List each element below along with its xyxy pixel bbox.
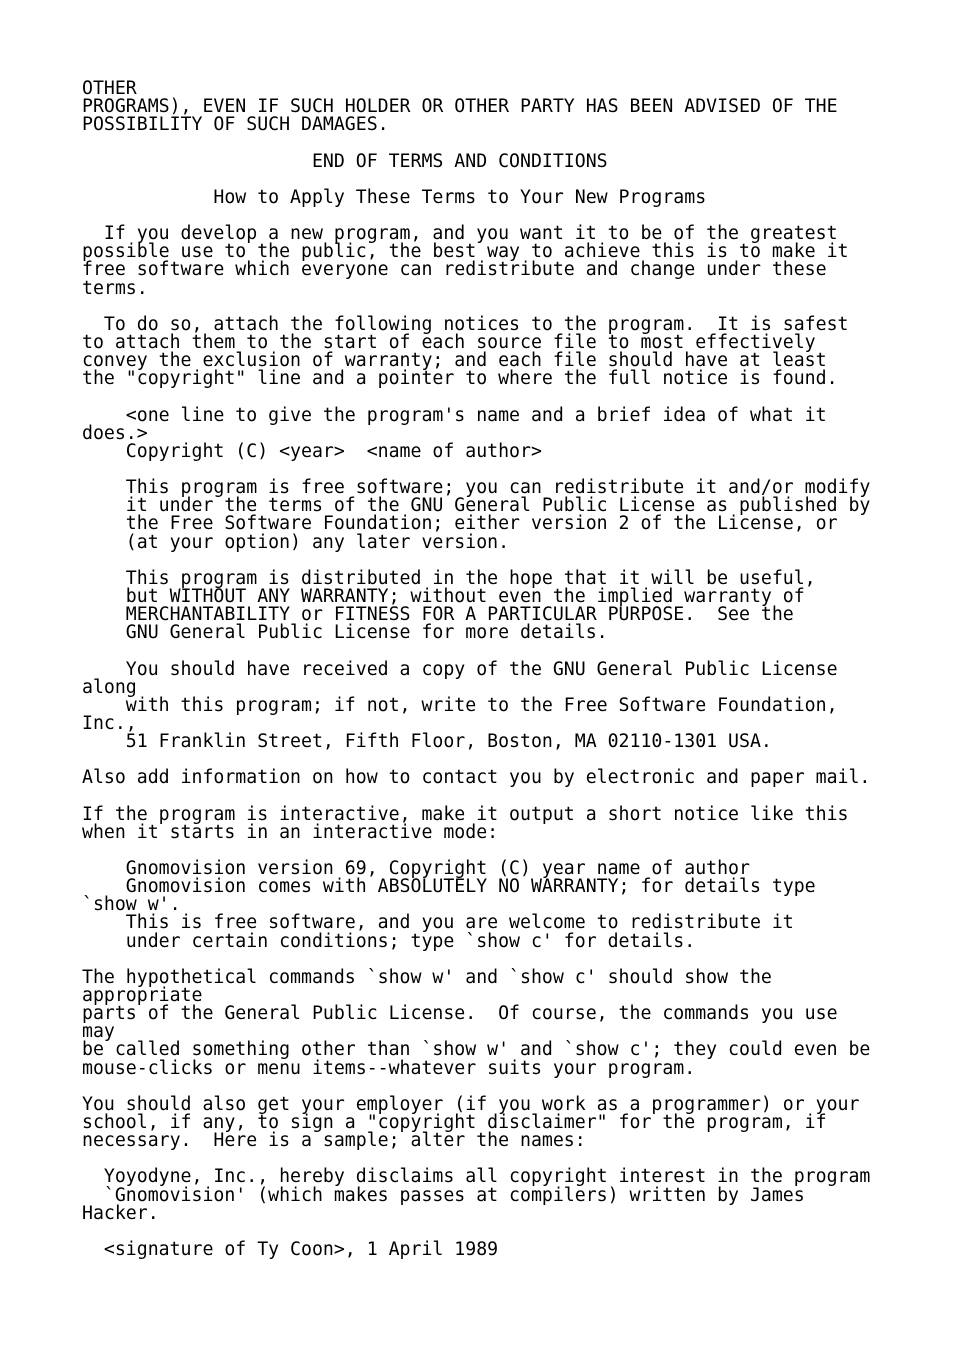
text-line: may [82, 1021, 115, 1043]
text-line: This is free software, and you are welcome to redistribute it [82, 912, 794, 934]
blank-line [82, 642, 942, 660]
text-line: <one line to give the program's name and a brief idea of what it [82, 404, 827, 426]
text-line: The hypothetical commands `show w' and `show c' should show the [82, 966, 772, 988]
text-line: OTHER [82, 78, 137, 99]
text-line: POSSIBILITY OF SUCH DAMAGES. [82, 114, 389, 136]
text-line: If you develop a new program, and you want it to be of the greatest [82, 223, 838, 245]
text-line: school, if any, to sign a "copyright disclaimer" for the program, if [82, 1112, 827, 1134]
text-line: free software which everyone can redistribute and change under these [82, 259, 827, 281]
document-page [82, 80, 942, 1259]
text-line: `Gnomovision' (which makes passes at compilers) written by James [82, 1184, 805, 1206]
text-line: Gnomovision comes with ABSOLUTELY NO WARRANTY; for details type [82, 876, 816, 898]
text-line: This program is distributed in the hope that it will be useful, [82, 567, 816, 589]
text-line: Yoyodyne, Inc., hereby disclaims all copyright interest in the program [82, 1166, 871, 1188]
text-line: it under the terms of the GNU General Public License as published by [82, 495, 871, 517]
text-line: Hacker. [82, 1202, 159, 1224]
text-line: END OF TERMS AND CONDITIONS [82, 150, 608, 172]
text-line: but WITHOUT ANY WARRANTY; without even the implied warranty of [82, 585, 805, 607]
text-line: GNU General Public License for more details. [82, 622, 608, 644]
text-line: be called something other than `show w' and `show c'; they could even be [82, 1039, 871, 1061]
text-line: Also add information on how to contact you by electronic and paper mail. [82, 767, 871, 789]
text-line: necessary. Here is a sample; alter the names: [82, 1130, 586, 1152]
text-line: 51 Franklin Street, Fifth Floor, Boston, MA 02110-1301 USA. [82, 731, 772, 753]
text-line: MERCHANTABILITY or FITNESS FOR A PARTICULAR PURPOSE. See the [82, 604, 794, 626]
text-line: with this program; if not, write to the Free Software Foundation, [82, 694, 838, 716]
text-line: Gnomovision version 69, Copyright (C) year name of author [82, 858, 750, 880]
blank-line [82, 134, 942, 152]
text-line: (at your option) any later version. [82, 531, 510, 553]
text-line: the "copyright" line and a pointer to where the full notice is found. [82, 368, 838, 390]
text-line: parts of the General Public License. Of course, the commands you use [82, 1003, 838, 1025]
text-line: does.> [82, 422, 148, 444]
text-line: terms. [82, 277, 148, 299]
text-line: the Free Software Foundation; either version 2 of the License, or [82, 513, 838, 535]
text-line: appropriate [82, 985, 203, 1007]
text-line: <signature of Ty Coon>, 1 April 1989 [82, 1239, 499, 1260]
text-line: This program is free software; you can redistribute it and/or modify [82, 477, 871, 499]
text-line: If the program is interactive, make it output a short notice like this [82, 803, 849, 825]
text-line: How to Apply These Terms to Your New Programs [82, 186, 707, 208]
blank-line [82, 388, 942, 406]
text-line: under certain conditions; type `show c' for details. [82, 930, 696, 952]
text-line: Inc., [82, 712, 137, 734]
text-line: To do so, attach the following notices to the program. It is safest [82, 313, 849, 335]
text-line: Copyright (C) <year> <name of author> [82, 440, 542, 462]
text-line: along [82, 676, 137, 698]
text-line: when it starts in an interactive mode: [82, 821, 499, 843]
text-line: You should also get your employer (if you work as a programmer) or your [82, 1093, 860, 1115]
text-line: PROGRAMS), EVEN IF SUCH HOLDER OR OTHER PARTY HAS BEEN ADVISED OF THE [82, 96, 838, 118]
text-line: to attach them to the start of each source file to most effectively [82, 331, 816, 353]
text-line: You should have received a copy of the GNU General Public License [82, 658, 838, 680]
text-line: possible use to the public, the best way to achieve this is to make it [82, 241, 849, 263]
text-line: mouse-clicks or menu items--whatever suits your program. [82, 1057, 696, 1079]
text-line: `show w'. [82, 894, 181, 916]
blank-line [82, 787, 942, 805]
text-line: convey the exclusion of warranty; and each file should have at least [82, 350, 827, 372]
